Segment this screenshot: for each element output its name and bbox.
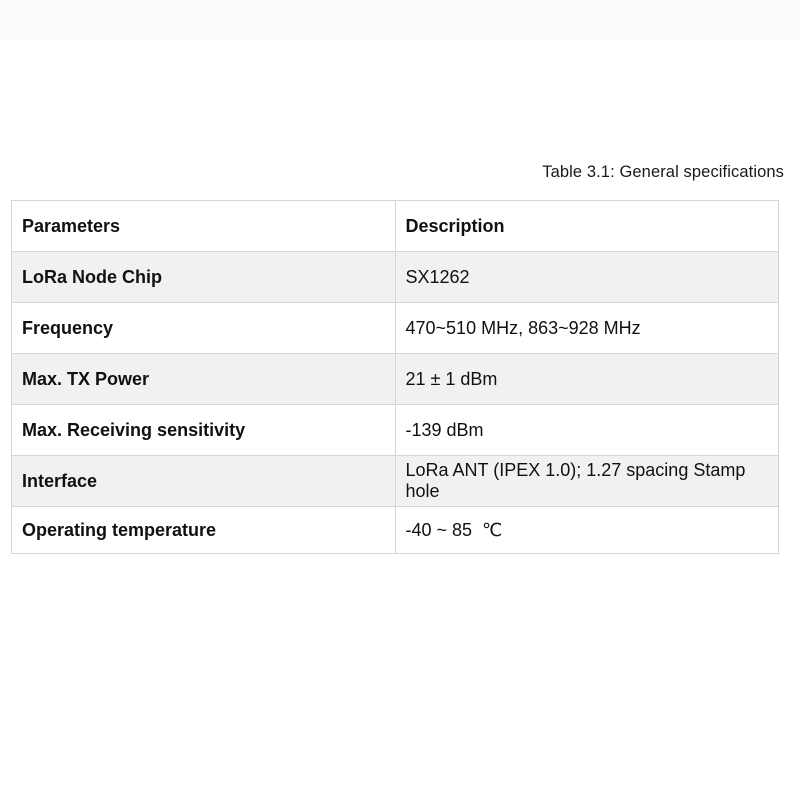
header-parameters: Parameters — [12, 201, 396, 252]
top-band — [0, 0, 800, 40]
specifications-table — [11, 200, 779, 554]
table-row — [12, 456, 779, 507]
table-header-row — [12, 201, 779, 252]
row-description: SX1262 — [395, 252, 779, 303]
row-parameter: Max. Receiving sensitivity — [12, 405, 396, 456]
row-description: 470~510 MHz, 863~928 MHz — [395, 303, 779, 354]
row-parameter: Interface — [12, 456, 396, 507]
row-description: -40 ~ 85 ℃ — [395, 507, 779, 554]
table-row — [12, 354, 779, 405]
header-description: Description — [395, 201, 779, 252]
row-parameter: Max. TX Power — [12, 354, 396, 405]
row-parameter: Frequency — [12, 303, 396, 354]
table-row — [12, 252, 779, 303]
row-parameter: Operating temperature — [12, 507, 396, 554]
table-row — [12, 507, 779, 554]
row-parameter: LoRa Node Chip — [12, 252, 396, 303]
row-description: 21 ± 1 dBm — [395, 354, 779, 405]
row-description: -139 dBm — [395, 405, 779, 456]
table-row — [12, 405, 779, 456]
table-caption: Table 3.1: General specifications — [542, 163, 784, 181]
table-row — [12, 303, 779, 354]
row-description: LoRa ANT (IPEX 1.0); 1.27 spacing Stamp hole — [395, 456, 779, 507]
